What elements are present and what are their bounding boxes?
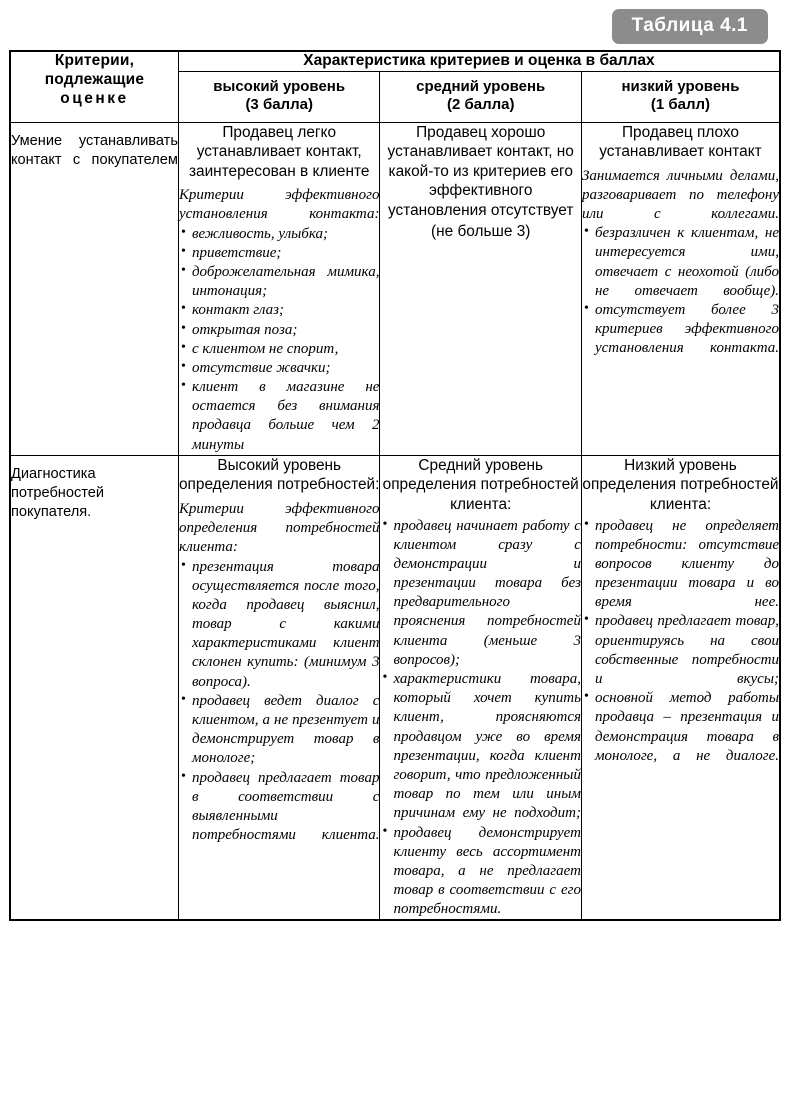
row2-high-lead: Высокий уровень определения потребностей: <box>179 456 380 494</box>
list-item: • с клиентом не спорит, <box>179 340 380 359</box>
row1-criterion-text: Умение устанавливать контакт с покупателем <box>11 132 178 168</box>
list-item: • продавец предлагает товар, ориентируясь на свои собственные потребности и вкусы; <box>582 612 779 689</box>
row2-low-bullets <box>582 517 779 766</box>
row2-mid-lead: Средний уровень определения потребностей клиента: <box>382 456 579 513</box>
list-item: • продавец предлагает товар в соответствии с выявленными потребностями клиента. <box>179 769 380 846</box>
row1-high-bullets <box>179 225 380 455</box>
header-level-high-line2: (3 балла) <box>245 96 313 114</box>
list-item: • приветствие; <box>179 244 380 263</box>
row1-criterion <box>10 122 178 455</box>
row1-high-lead: Продавец легко устанавливает контакт, заинтересован в клиенте <box>188 123 370 180</box>
row2-high-intro: Критерии эффективного определения потребностей клиента: <box>178 500 380 556</box>
header-criteria-line2: подлежащие <box>44 70 145 88</box>
list-item: • продавец начинает работу с клиентом сразу с демонстрации и презентации товара без предварительного прояснения потребностей клиента (меньше 3 вопросов); <box>380 517 581 671</box>
header-level-high <box>178 71 380 122</box>
header-level-high-line1: высокий уровень <box>213 77 346 95</box>
row1-low-intro: Занимается личными делами, разговаривает по телефону или с коллегами. <box>581 167 779 222</box>
header-level-low <box>581 71 780 122</box>
header-criteria-line1: Критерии, <box>54 52 135 69</box>
row2-low <box>581 455 780 920</box>
header-level-low-line1: низкий уровень <box>621 77 740 95</box>
list-item: • презентация товара осуществляется после того, когда продавец выяснил, товар с какими характеристиками клиент склонен купить: (минимум 3 вопроса). <box>179 558 380 692</box>
row1-low-lead: Продавец плохо устанавливает контакт <box>599 123 762 161</box>
row1-high <box>178 122 380 455</box>
header-criteria-line3: оценке <box>60 89 129 107</box>
list-item: • продавец ведет диалог с клиентом, а не презентует и демонстрирует товар в монологе; <box>179 692 380 769</box>
row2-criterion-text: Диагностика потребностей покупателя. <box>11 465 105 521</box>
list-item: • безразличен к клиентам, не интересуется ими, отвечает с неохотой (либо не отвечает вообще). <box>582 224 779 301</box>
row1-low <box>581 122 780 455</box>
row1-low-bullets <box>582 224 779 358</box>
table-row <box>10 122 780 455</box>
table-caption-row <box>0 0 790 50</box>
list-item: • вежливость, улыбка; <box>179 225 380 244</box>
list-item: • клиент в магазине не остается без внимания продавца больше чем 2 минуты <box>179 378 380 455</box>
row2-mid <box>380 455 582 920</box>
row2-criterion <box>10 455 178 920</box>
row1-mid-lead: Продавец хорошо устанавливает контакт, но какой-то из критериев его эффективного установления отсутствует <box>387 123 574 219</box>
list-item: • отсутствует более 3 критериев эффективного установления контакта. <box>582 301 779 359</box>
header-characteristic-cell: Характеристика критериев и оценка в баллах <box>178 51 780 71</box>
header-level-low-line2: (1 балл) <box>650 96 711 114</box>
table-header-row-1 <box>10 51 780 71</box>
list-item: • продавец демонстрирует клиенту весь ассортимент товара, а не предлагает товар в соответствии с его потребностями. <box>380 824 581 920</box>
table-row <box>10 455 780 920</box>
list-item: • открытая поза; <box>179 321 380 340</box>
list-item: • доброжелательная мимика, интонация; <box>179 263 380 301</box>
row2-low-lead: Низкий уровень определения потребностей клиента: <box>582 456 779 513</box>
criteria-table <box>9 50 781 921</box>
header-level-mid-line2: (2 балла) <box>446 96 515 114</box>
row2-high-bullets <box>179 558 380 846</box>
row2-mid-bullets <box>380 517 581 920</box>
header-level-mid-line1: средний уровень <box>416 77 546 95</box>
list-item: • основной метод работы продавца – презентация и демонстрация товара в монологе, а не диалоге. <box>582 689 779 766</box>
row2-high <box>178 455 380 920</box>
list-item: • отсутствие жвачки; <box>179 359 380 378</box>
table-caption-badge: Таблица 4.1 <box>612 9 768 44</box>
row1-mid-note: (не больше 3) <box>431 223 531 241</box>
row1-mid <box>380 122 582 455</box>
header-criteria-cell <box>10 51 178 122</box>
header-level-mid <box>380 71 582 122</box>
row1-high-intro: Критерии эффективного установления контакта: <box>178 187 380 223</box>
list-item: • контакт глаз; <box>179 301 380 320</box>
list-item: • продавец не определяет потребности: отсутствие вопросов клиенту до презентации товара и во время нее. <box>582 517 779 613</box>
list-item: • характеристики товара, который хочет купить клиент, проясняются продавцом уже во время презентации, когда клиент говорит, что предложенный товар по тем или иным причинам ему не подходит; <box>380 670 581 824</box>
